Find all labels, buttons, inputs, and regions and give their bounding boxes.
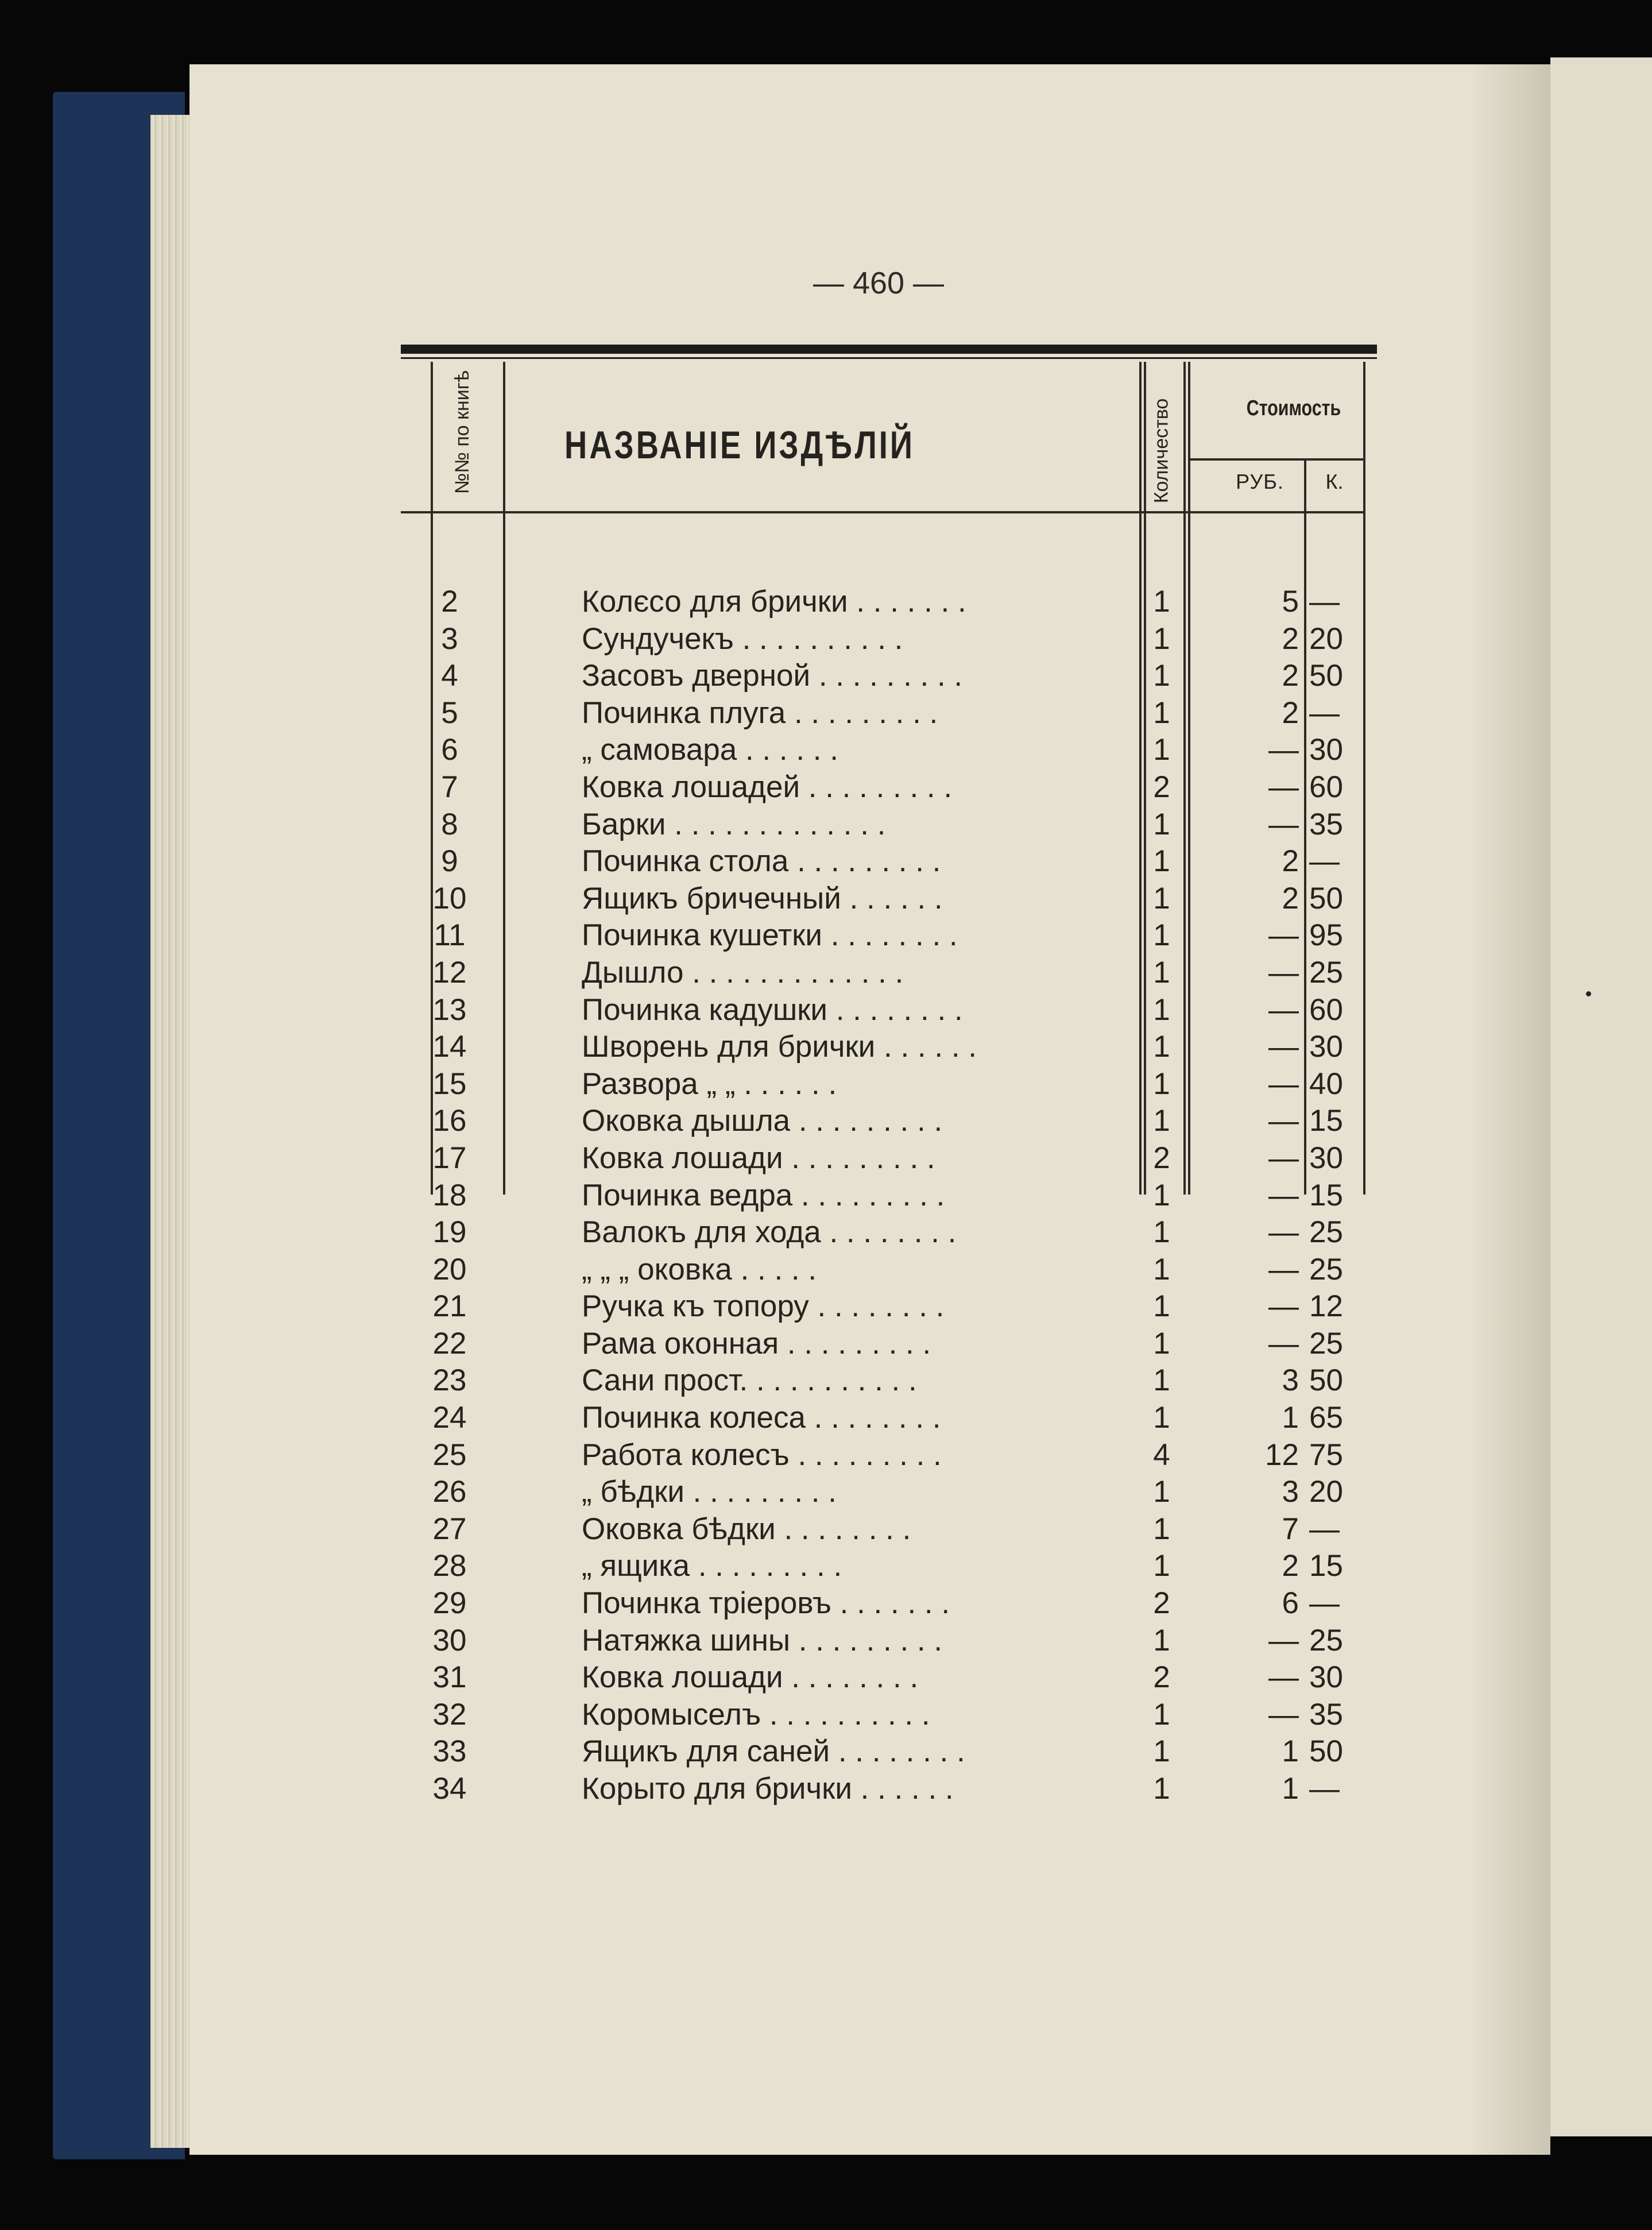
row-quantity: 1 [1153, 807, 1170, 841]
row-kopecks: 60 [1309, 770, 1343, 804]
row-kopecks: — [1309, 695, 1340, 730]
row-kopecks: — [1309, 585, 1340, 619]
table-row [401, 954, 1377, 992]
table-row [401, 621, 1377, 658]
row-rubles: — [1268, 1178, 1299, 1212]
row-item-name: Ковка лошади . . . . . . . . [582, 1660, 919, 1695]
row-kopecks: 50 [1309, 1363, 1343, 1398]
row-item-name: Ящикъ бричечный . . . . . . [582, 881, 943, 915]
items-table [401, 345, 1377, 1806]
top-thin-rule [401, 357, 1377, 359]
row-number: 17 [432, 1141, 467, 1175]
row-kopecks: 30 [1309, 1030, 1343, 1064]
row-kopecks: 15 [1309, 1178, 1343, 1212]
row-item-name: Сани прост. . . . . . . . . . . [582, 1363, 917, 1398]
table-row [401, 658, 1377, 695]
row-quantity: 2 [1153, 1141, 1170, 1175]
row-item-name: „ бѣдки . . . . . . . . . [582, 1475, 837, 1509]
row-rubles: — [1268, 955, 1299, 990]
row-number: 11 [434, 918, 466, 953]
row-item-name: Починка ведра . . . . . . . . . [582, 1178, 945, 1212]
row-rubles: — [1268, 1030, 1299, 1064]
row-number: 16 [432, 1104, 467, 1138]
header-item-names: НАЗВАНІЕ ИЗДѢЛІЙ [564, 423, 915, 467]
row-number: 3 [441, 621, 458, 656]
row-number: 12 [432, 955, 467, 990]
table-row [401, 1066, 1377, 1103]
row-kopecks: — [1309, 1772, 1340, 1806]
row-number: 6 [441, 733, 458, 767]
row-kopecks: — [1309, 1512, 1340, 1546]
row-number: 18 [432, 1178, 467, 1212]
table-row [401, 1325, 1377, 1363]
row-item-name: Дышло . . . . . . . . . . . . . [582, 955, 904, 990]
row-item-name: Ковка лошадей . . . . . . . . . [582, 770, 953, 804]
row-rubles: — [1268, 1623, 1299, 1657]
row-kopecks: 40 [1309, 1066, 1343, 1101]
row-number: 30 [432, 1623, 467, 1657]
row-kopecks: 35 [1309, 807, 1343, 841]
table-row [401, 1585, 1377, 1622]
row-quantity: 1 [1153, 918, 1170, 953]
row-quantity: 1 [1153, 695, 1170, 730]
row-quantity: 2 [1153, 1660, 1170, 1695]
row-number: 34 [432, 1772, 467, 1806]
table-row [401, 1622, 1377, 1660]
row-item-name: Починка колеса . . . . . . . . [582, 1401, 941, 1435]
facing-page-edge [1550, 57, 1652, 2136]
row-number: 14 [432, 1030, 467, 1064]
row-item-name: Колєсо для брички . . . . . . . [582, 585, 966, 619]
row-item-name: Барки . . . . . . . . . . . . . [582, 807, 886, 841]
row-number: 31 [432, 1660, 467, 1695]
row-kopecks: 25 [1309, 1623, 1343, 1657]
table-row [401, 1511, 1377, 1548]
row-number: 7 [441, 770, 458, 804]
table-row [401, 1103, 1377, 1140]
row-rubles: 2 [1282, 844, 1299, 879]
header-cost: Стоимость [1246, 396, 1341, 420]
row-rubles: 3 [1282, 1475, 1299, 1509]
row-quantity: 1 [1153, 659, 1170, 693]
row-number: 20 [432, 1252, 467, 1286]
table-row [401, 1288, 1377, 1325]
row-kopecks: 25 [1309, 1215, 1343, 1250]
row-number: 32 [432, 1697, 467, 1732]
row-kopecks: 30 [1309, 733, 1343, 767]
row-rubles: 7 [1282, 1512, 1299, 1546]
row-quantity: 4 [1153, 1437, 1170, 1472]
table-row [401, 992, 1377, 1029]
table-row [401, 1437, 1377, 1474]
row-item-name: Засовъ дверной . . . . . . . . . [582, 659, 963, 693]
row-quantity: 1 [1153, 1475, 1170, 1509]
table-body [401, 583, 1377, 1808]
row-rubles: — [1268, 770, 1299, 804]
row-rubles: 2 [1282, 1549, 1299, 1583]
table-row [401, 695, 1377, 732]
row-kopecks: 12 [1309, 1289, 1343, 1324]
row-kopecks: 35 [1309, 1697, 1343, 1732]
row-quantity: 1 [1153, 1697, 1170, 1732]
header-quantity: Количество [1150, 398, 1172, 504]
row-quantity: 1 [1153, 1549, 1170, 1583]
row-number: 19 [432, 1215, 467, 1250]
row-kopecks: 15 [1309, 1104, 1343, 1138]
table-row [401, 1251, 1377, 1289]
row-rubles: — [1268, 807, 1299, 841]
row-rubles: 2 [1282, 695, 1299, 730]
table-row [401, 1733, 1377, 1771]
table-row [401, 1548, 1377, 1585]
row-item-name: Развора „ „ . . . . . . [582, 1066, 837, 1101]
row-rubles: — [1268, 1326, 1299, 1361]
row-rubles: — [1268, 918, 1299, 953]
row-item-name: Починка тріеровъ . . . . . . . [582, 1586, 950, 1621]
row-quantity: 1 [1153, 992, 1170, 1027]
row-number: 8 [441, 807, 458, 841]
row-quantity: 1 [1153, 1289, 1170, 1324]
row-item-name: Корыто для брички . . . . . . [582, 1772, 954, 1806]
row-quantity: 2 [1153, 770, 1170, 804]
row-number: 13 [432, 992, 467, 1027]
row-number: 22 [432, 1326, 467, 1361]
row-number: 29 [432, 1586, 467, 1621]
table-row [401, 806, 1377, 844]
row-quantity: 1 [1153, 1326, 1170, 1361]
row-rubles: — [1268, 1252, 1299, 1286]
row-rubles: — [1268, 733, 1299, 767]
row-quantity: 1 [1153, 955, 1170, 990]
row-kopecks: — [1309, 1586, 1340, 1621]
table-row [401, 732, 1377, 769]
row-item-name: Рама оконная . . . . . . . . . [582, 1326, 931, 1361]
row-quantity: 1 [1153, 1512, 1170, 1546]
table-row [401, 583, 1377, 621]
row-kopecks: 50 [1309, 659, 1343, 693]
row-quantity: 1 [1153, 1178, 1170, 1212]
table-row [401, 1177, 1377, 1215]
row-quantity: 1 [1153, 1772, 1170, 1806]
row-kopecks: 50 [1309, 1734, 1343, 1769]
row-rubles: 2 [1282, 621, 1299, 656]
row-item-name: Починка кушетки . . . . . . . . [582, 918, 958, 953]
row-kopecks: 30 [1309, 1141, 1343, 1175]
row-item-name: „ ящика . . . . . . . . . [582, 1549, 842, 1583]
row-kopecks: 25 [1309, 1252, 1343, 1286]
table-row [401, 1400, 1377, 1437]
row-rubles: — [1268, 1215, 1299, 1250]
row-kopecks: 65 [1309, 1401, 1343, 1435]
row-item-name: Шворень для брички . . . . . . [582, 1030, 977, 1064]
row-quantity: 1 [1153, 1734, 1170, 1769]
row-rubles: 6 [1282, 1586, 1299, 1621]
row-rubles: — [1268, 1141, 1299, 1175]
row-number: 2 [441, 585, 458, 619]
row-number: 27 [432, 1512, 467, 1546]
row-item-name: Починка стола . . . . . . . . . [582, 844, 941, 879]
row-number: 28 [432, 1549, 467, 1583]
row-quantity: 1 [1153, 1401, 1170, 1435]
row-kopecks: 95 [1309, 918, 1343, 953]
row-kopecks: 75 [1309, 1437, 1343, 1472]
row-rubles: 12 [1265, 1437, 1299, 1472]
row-item-name: „ самовара . . . . . . [582, 733, 838, 767]
row-rubles: — [1268, 992, 1299, 1027]
row-kopecks: 60 [1309, 992, 1343, 1027]
row-item-name: Починка плуга . . . . . . . . . [582, 695, 938, 730]
row-number: 24 [432, 1401, 467, 1435]
row-quantity: 1 [1153, 1623, 1170, 1657]
table-row [401, 880, 1377, 918]
row-rubles: 1 [1282, 1734, 1299, 1769]
row-rubles: 1 [1282, 1401, 1299, 1435]
row-quantity: 1 [1153, 844, 1170, 879]
row-rubles: 1 [1282, 1772, 1299, 1806]
table-row [401, 1140, 1377, 1177]
row-rubles: 5 [1282, 585, 1299, 619]
page-number: — 460 — [813, 266, 945, 300]
row-item-name: Ящикъ для саней . . . . . . . . [582, 1734, 965, 1769]
row-quantity: 1 [1153, 733, 1170, 767]
table-row [401, 917, 1377, 954]
row-kopecks: 30 [1309, 1660, 1343, 1695]
row-kopecks: 25 [1309, 955, 1343, 990]
table-row [401, 1696, 1377, 1734]
gutter-shadow [1470, 64, 1550, 2155]
row-kopecks: 25 [1309, 1326, 1343, 1361]
row-item-name: Коромыселъ . . . . . . . . . . [582, 1697, 930, 1732]
row-quantity: 1 [1153, 1363, 1170, 1398]
table-row [401, 769, 1377, 806]
table-row [401, 1474, 1377, 1511]
row-number: 4 [441, 659, 458, 693]
row-rubles: — [1268, 1066, 1299, 1101]
row-item-name: Ковка лошади . . . . . . . . . [582, 1141, 935, 1175]
table-row [401, 843, 1377, 880]
row-kopecks: 20 [1309, 621, 1343, 656]
row-kopecks: 15 [1309, 1549, 1343, 1583]
table-row [401, 1771, 1377, 1808]
row-number: 33 [432, 1734, 467, 1769]
row-number: 21 [432, 1289, 467, 1324]
row-item-name: Работа колесъ . . . . . . . . . [582, 1437, 942, 1472]
header-kopecks: К. [1325, 470, 1344, 493]
row-item-name: Валокъ для хода . . . . . . . . [582, 1215, 957, 1250]
row-number: 10 [432, 881, 467, 915]
row-item-name: „ „ „ оковка . . . . . [582, 1252, 817, 1286]
row-quantity: 1 [1153, 1252, 1170, 1286]
table-row [401, 1659, 1377, 1696]
row-number: 9 [441, 844, 458, 879]
row-number: 5 [441, 695, 458, 730]
row-item-name: Оковка бѣдки . . . . . . . . [582, 1512, 911, 1546]
row-rubles: — [1268, 1660, 1299, 1695]
row-quantity: 1 [1153, 585, 1170, 619]
row-item-name: Ручка къ топору . . . . . . . . [582, 1289, 945, 1324]
row-quantity: 1 [1153, 1030, 1170, 1064]
row-rubles: — [1268, 1697, 1299, 1732]
cost-subheader-rule [1188, 458, 1365, 461]
row-quantity: 1 [1153, 621, 1170, 656]
row-rubles: 2 [1282, 881, 1299, 915]
row-quantity: 1 [1153, 1104, 1170, 1138]
row-quantity: 1 [1153, 1066, 1170, 1101]
header-rubles: РУБ. [1236, 470, 1284, 493]
top-thick-rule [401, 345, 1377, 354]
row-item-name: Сундучекъ . . . . . . . . . . [582, 621, 903, 656]
row-rubles: — [1268, 1289, 1299, 1324]
row-quantity: 1 [1153, 881, 1170, 915]
row-quantity: 2 [1153, 1586, 1170, 1621]
table-row [401, 1214, 1377, 1251]
row-rubles: — [1268, 1104, 1299, 1138]
header-book-number: №№ по книгѣ [451, 370, 473, 494]
row-item-name: Починка кадушки . . . . . . . . [582, 992, 963, 1027]
row-number: 25 [432, 1437, 467, 1472]
row-kopecks: 20 [1309, 1475, 1343, 1509]
table-row [401, 1029, 1377, 1066]
ink-speck [1586, 991, 1591, 996]
row-number: 26 [432, 1475, 467, 1509]
row-kopecks: 50 [1309, 881, 1343, 915]
table-row [401, 1362, 1377, 1400]
header-bottom-rule [401, 511, 1365, 513]
row-quantity: 1 [1153, 1215, 1170, 1250]
row-kopecks: — [1309, 844, 1340, 879]
row-rubles: 2 [1282, 659, 1299, 693]
row-number: 23 [432, 1363, 467, 1398]
row-number: 15 [432, 1066, 467, 1101]
row-item-name: Натяжка шины . . . . . . . . . [582, 1623, 943, 1657]
row-item-name: Оковка дышла . . . . . . . . . [582, 1104, 943, 1138]
row-rubles: 3 [1282, 1363, 1299, 1398]
